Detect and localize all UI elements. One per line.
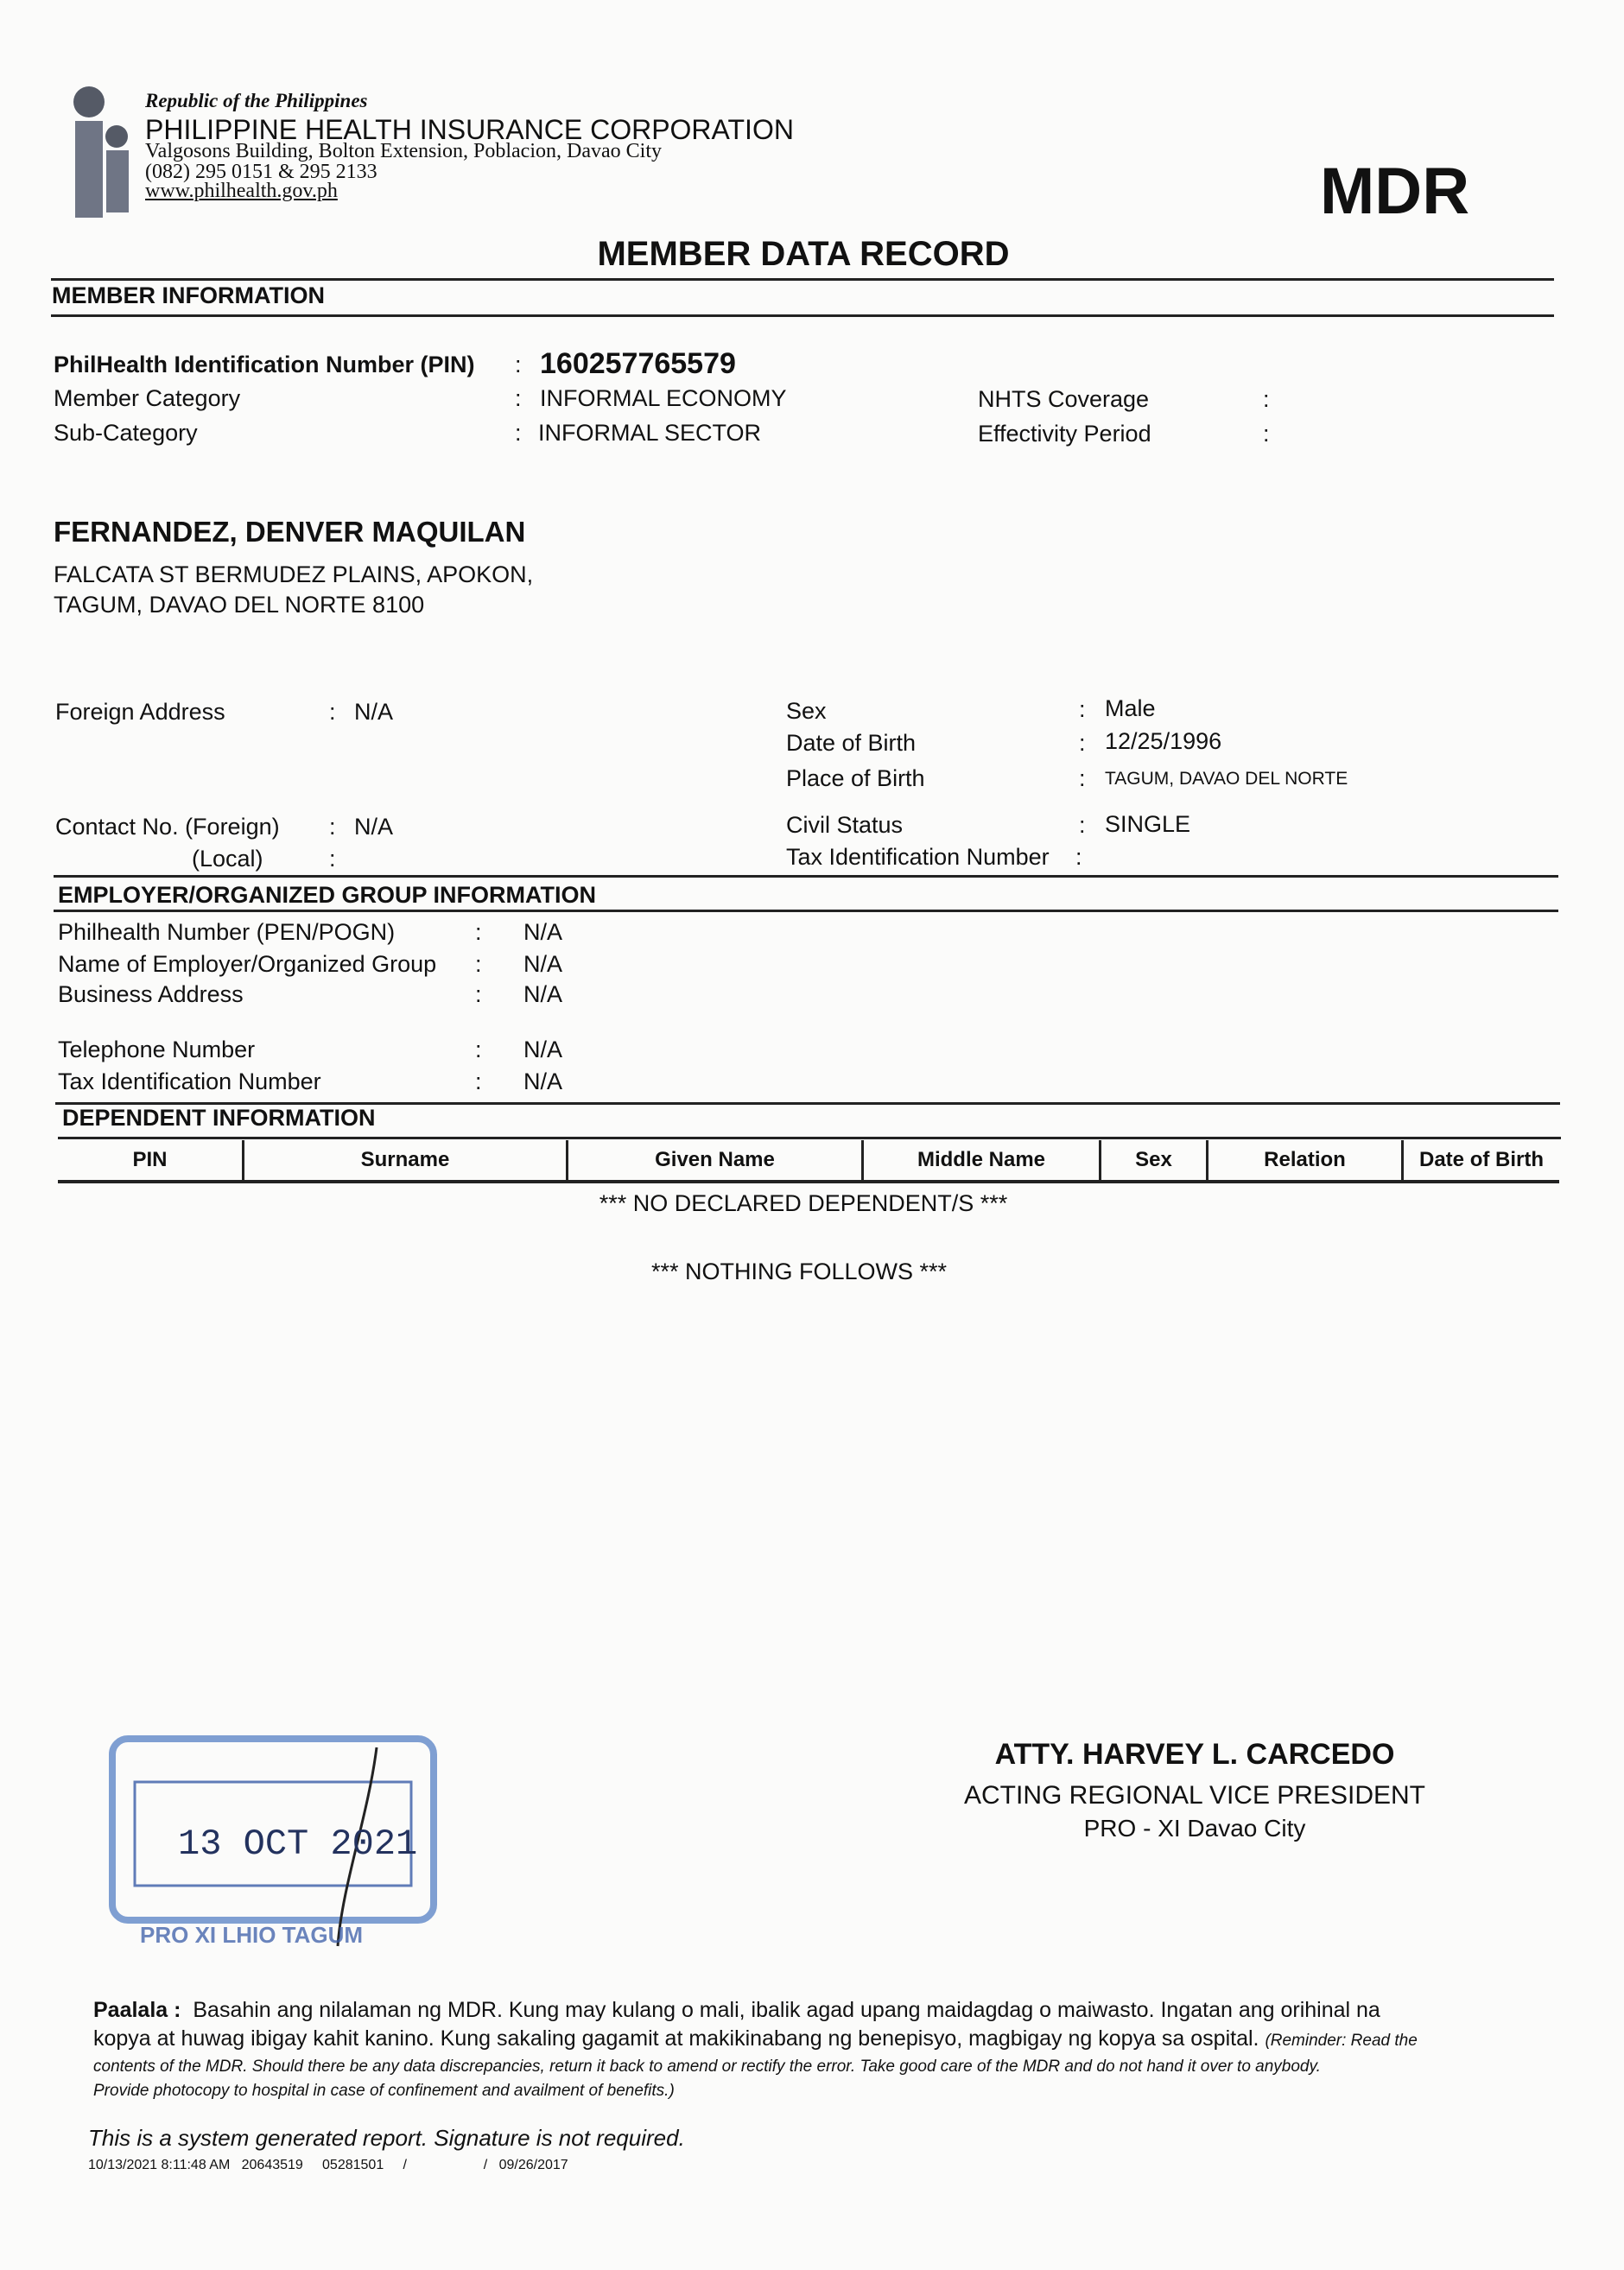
colon: : [1079, 696, 1086, 722]
colon: : [515, 352, 522, 377]
employer-field-value: N/A [523, 919, 563, 945]
org-website[interactable]: www.philhealth.gov.ph [145, 180, 338, 202]
column-header: Surname [242, 1140, 566, 1183]
sex-label: Sex [786, 698, 827, 724]
dob-value: 12/25/1996 [1105, 728, 1222, 754]
dob-label: Date of Birth [786, 730, 917, 756]
colon: : [329, 846, 336, 872]
colon: : [1079, 812, 1086, 838]
page-title: MEMBER DATA RECORD [597, 235, 1010, 273]
philhealth-logo [65, 86, 147, 220]
colon: : [475, 981, 482, 1007]
reminder-line4: Provide photocopy to hospital in case of confinement and availment of benefits.) [93, 2082, 675, 2100]
member-address-line2: TAGUM, DAVAO DEL NORTE 8100 [54, 592, 425, 618]
colon: : [475, 1068, 482, 1094]
org-phone: (082) 295 0151 & 295 2133 [145, 161, 377, 183]
colon: : [1079, 765, 1086, 791]
category-value: INFORMAL ECONOMY [540, 385, 787, 411]
column-header: Middle Name [861, 1140, 1099, 1183]
divider [51, 278, 1554, 281]
employer-field-value: N/A [523, 981, 563, 1007]
colon: : [475, 1037, 482, 1062]
received-stamp [109, 1730, 441, 1955]
no-dependents-text: *** NO DECLARED DEPENDENT/S *** [599, 1190, 1008, 1216]
republic-label: Republic of the Philippines [145, 90, 368, 111]
colon: : [1263, 421, 1270, 447]
contact-foreign-label: Contact No. (Foreign) [55, 814, 280, 840]
tin-label: Tax Identification Number [786, 844, 1050, 870]
colon: : [1079, 730, 1086, 756]
pob-value: TAGUM, DAVAO DEL NORTE [1105, 769, 1348, 789]
colon: : [329, 699, 336, 725]
colon: : [329, 814, 336, 840]
column-header: PIN [58, 1140, 242, 1183]
paalala-label: Paalala : [93, 1998, 181, 2022]
colon: : [515, 385, 522, 411]
signatory-name: ATTY. HARVEY L. CARCEDO [994, 1738, 1395, 1771]
colon: : [1263, 386, 1270, 412]
effectivity-label: Effectivity Period [978, 421, 1151, 447]
section-employer: EMPLOYER/ORGANIZED GROUP INFORMATION [58, 882, 597, 908]
divider [51, 314, 1554, 317]
signatory-title: ACTING REGIONAL VICE PRESIDENT [964, 1781, 1425, 1810]
colon: : [1075, 844, 1082, 870]
paalala-line2: kopya at huwag ibigay kahit kanino. Kung sakaling gagamit at makikinabang ng benepisyo, magbigay ng kopya sa ospital. [93, 2026, 1259, 2051]
employer-field-label: Telephone Number [58, 1037, 256, 1062]
reminder-line3: contents of the MDR. Should there be any data discrepancies, return it back to amend or rectify the error. Take good care of the MDR and do not hand it over to anybody. [93, 2058, 1321, 2076]
org-address: Valgosons Building, Bolton Extension, Poblacion, Davao City [145, 140, 662, 162]
nhts-label: NHTS Coverage [978, 386, 1150, 412]
member-address-line1: FALCATA ST BERMUDEZ PLAINS, APOKON, [54, 561, 534, 587]
pin-value: 160257765579 [540, 347, 736, 380]
signatory-office: PRO - XI Davao City [1083, 1815, 1306, 1842]
employer-field-label: Name of Employer/Organized Group [58, 951, 437, 977]
mdr-badge: MDR [1320, 155, 1470, 228]
pob-label: Place of Birth [786, 765, 925, 791]
employer-field-label: Tax Identification Number [58, 1068, 321, 1094]
nothing-follows-text: *** NOTHING FOLLOWS *** [650, 1259, 948, 1284]
section-dependents: DEPENDENT INFORMATION [62, 1105, 376, 1131]
divider [58, 1137, 1561, 1139]
column-header: Sex [1099, 1140, 1206, 1183]
pin-label: PhilHealth Identification Number (PIN) [54, 352, 475, 377]
reminder-start: (Reminder: Read the [1265, 2032, 1418, 2050]
category-label: Member Category [54, 385, 241, 411]
divider [54, 910, 1558, 912]
civil-status-label: Civil Status [786, 812, 904, 838]
employer-field-value: N/A [523, 1068, 563, 1094]
foreign-address-label: Foreign Address [55, 699, 225, 725]
column-header: Given Name [566, 1140, 861, 1183]
employer-field-label: Business Address [58, 981, 244, 1007]
org-name: PHILIPPINE HEALTH INSURANCE CORPORATION [145, 114, 794, 145]
contact-foreign-value: N/A [354, 814, 394, 840]
subcategory-value: INFORMAL SECTOR [538, 420, 762, 446]
colon: : [515, 420, 522, 446]
paalala-line1: Basahin ang nilalaman ng MDR. Kung may kulang o mali, ibalik agad upang maidagdag o maiwasto. Ingatan ang orihinal na [193, 1998, 1380, 2022]
member-name: FERNANDEZ, DENVER MAQUILAN [54, 516, 526, 548]
colon: : [475, 919, 482, 945]
employer-field-value: N/A [523, 951, 563, 977]
stamp-office: PRO XI LHIO TAGUM [140, 1922, 364, 1948]
divider [54, 875, 1558, 878]
print-metadata: 10/13/2021 8:11:48 AM 20643519 05281501 / / 09/26/2017 [88, 2158, 568, 2172]
contact-local-label: (Local) [192, 846, 263, 872]
civil-status-value: SINGLE [1105, 811, 1191, 837]
column-header: Date of Birth [1401, 1140, 1559, 1183]
subcategory-label: Sub-Category [54, 420, 198, 446]
colon: : [475, 951, 482, 977]
employer-field-value: N/A [523, 1037, 563, 1062]
employer-field-label: Philhealth Number (PEN/POGN) [58, 919, 396, 945]
sex-value: Male [1105, 695, 1156, 721]
stamp-date: 13 OCT 2021 [178, 1823, 418, 1865]
section-member-information: MEMBER INFORMATION [52, 282, 325, 308]
foreign-address-value: N/A [354, 699, 394, 725]
column-header: Relation [1206, 1140, 1401, 1183]
system-generated-note: This is a system generated report. Signature is not required. [88, 2125, 685, 2151]
